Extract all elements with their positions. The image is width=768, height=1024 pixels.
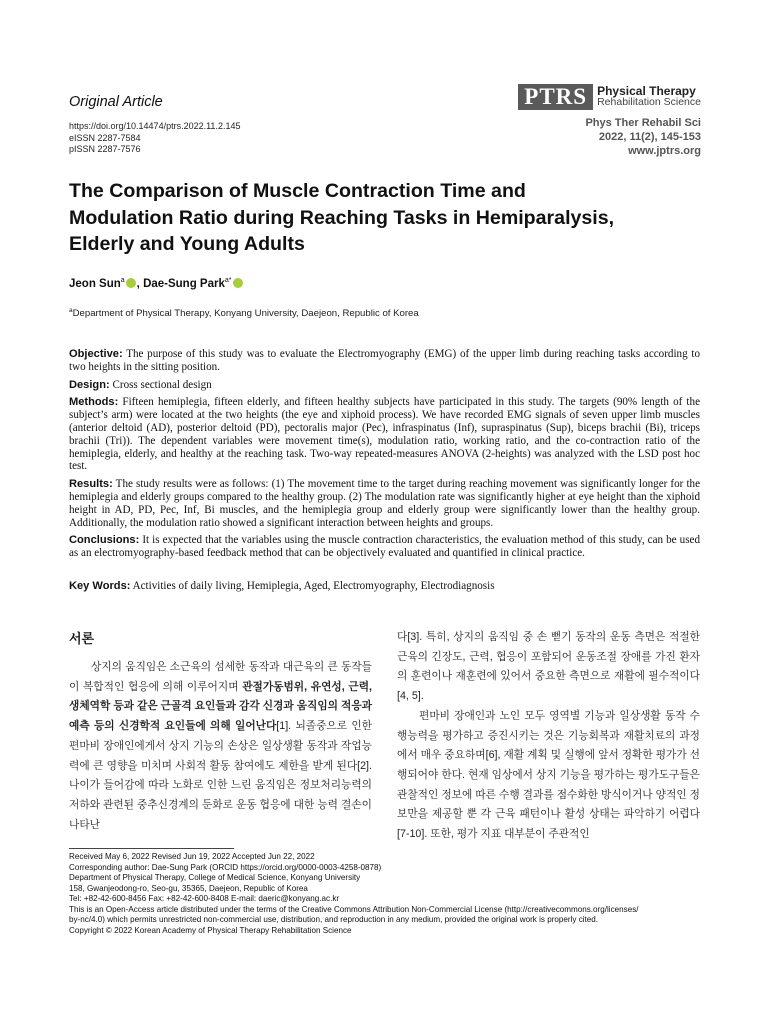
author-separator: , (136, 277, 144, 290)
body-paragraph: 편마비 장애인과 노인 모두 영역별 기능과 일상생활 동작 수행능력을 평가하고 증진시키는 것은 기능회복과 재활치료의 과정에서 매우 중요하며[6], 재활 계획 및 실행에 앞서 정확한 평가가 선행되어야 한다. 현재 임상에서 상지 기능을 평가하는 평가도구들은 관찰적인 정보에 따른 수행 결과를 점수화한 방식이거나 양적인 정보만을 제공할 뿐 각 근육 패턴이나 활성 상태는 파악하기 어렵다[7-10]. 또한, 평가 지표 대부분이 주관적인 (397, 709, 700, 841)
page-header (69, 84, 701, 160)
doi-link[interactable]: https://doi.org/10.14474/ptrs.2022.11.2.145 (69, 121, 241, 131)
logo-subtitle: Rehabilitation Science (597, 96, 701, 108)
author-address: 158, Gwanjeodong-ro, Seo-gu, 35365, Daejeon, Republic of Korea (69, 883, 308, 893)
body-text: 상지의 움직임은 소근육의 섬세한 동작과 대근육의 큰 동작들이 복합적인 협응에 의해 이루어지며 (69, 661, 372, 693)
eissn: eISSN 2287-7584 (69, 132, 141, 143)
affiliation (69, 307, 419, 319)
abstract-objective (69, 348, 700, 374)
author-list (69, 277, 244, 290)
title-line: Modulation Ratio during Reaching Tasks in Hemiparalysis, (69, 206, 615, 229)
abstract-results (69, 478, 700, 529)
design-text: Cross sectional design (112, 378, 212, 391)
logo-name: Physical Therapy (597, 83, 696, 98)
article-title (69, 178, 709, 258)
journal-logo (518, 84, 701, 110)
abstract-design (69, 379, 700, 392)
journal-website[interactable]: www.jptrs.org (628, 145, 701, 157)
journal-abbrev: Phys Ther Rehabil Sci (585, 117, 701, 129)
body-text-highlight: 관절가동범위, 유연성, 근력, 생체역학 등과 같은 근골격 요인들과 감각 신경과 움직임의 적응과 예측 등의 신경학적 요인들에 의해 일어난다 (69, 680, 372, 733)
abstract (69, 348, 700, 560)
body-column-right (397, 628, 700, 845)
copyright: Copyright © 2022 Korean Academy of Physical Therapy Rehabilitation Science (69, 925, 352, 935)
footnote-block (69, 852, 709, 936)
title-line: The Comparison of Muscle Contraction Time and (69, 180, 526, 202)
objective-text: The purpose of this study was to evaluate the Electromyography (EMG) of the upper limb during reaching tasks according to two heights in the sitting position. (69, 348, 700, 373)
orcid-icon[interactable] (126, 278, 136, 288)
title-line: Elderly and Young Adults (69, 233, 305, 255)
logo-text (597, 83, 701, 109)
affiliation-mark: a (69, 307, 73, 314)
conclusions-label: Conclusions: (69, 534, 140, 547)
corresponding-author: Corresponding author: Dae-Sung Park (ORCID https://orcid.org/0000-0003-4258-0878) (69, 862, 382, 872)
journal-info (585, 116, 701, 158)
affiliation-text: Department of Physical Therapy, Konyang University, Daejeon, Republic of Korea (72, 308, 419, 320)
conclusions-text: It is expected that the variables using the muscle contraction characteristics, the evaluation method of this study, can be used as an electromyography-based feedback method that can be objectively evaluated and quantified in clinical practice. (69, 534, 700, 560)
abstract-methods (69, 396, 700, 473)
article-type: Original Article (69, 94, 163, 110)
author-name: Dae-Sung Park (143, 277, 225, 290)
abstract-conclusions (69, 534, 700, 560)
license-text: This is an Open-Access article distributed under the terms of the Creative Commons Attribution Non-Commercial License (http://creativecommons.org/licenses/ (69, 904, 639, 914)
body-text: [1]. 뇌졸중으로 인한 편마비 장애인에게서 상지 기능의 손상은 일상생활 동작과 작업능력에 큰 영향을 미치며 사회적 활동 참여에도 제한을 받게 된다[2]. 나이가 들어감에 따라 노화로 인한 느린 움직임은 정보처리능력의 저하와 관련된 중추신경계의 둔화로 운동 협응에 대한 능력 결손이 나타난 (69, 720, 372, 831)
methods-text: Fifteen hemiplegia, fifteen elderly, and fifteen healthy subjects have participated in this study. The targets (90% length of the subject’s arm) were located at the two heights (the eye and xiphoid process). We have recorded EMG signals of seven upper limb muscles (anterior deltoid (AD), posterior deltoid (PD), pectoralis major (Pec), infraspinatus (Inf), supraspinatus (Sup), biceps brachii (Bi), triceps brachii (Tri)). The dependent variables were movement time(s), modulation ratio, working ratio, and the co-contraction ratio of the hemiplegia, elderly, and healthy at the reaching task. Two-way repeated-measures ANOVA (2-heights) was analyzed with the LSD post hoc test. (69, 396, 700, 473)
body-paragraph (69, 658, 372, 835)
author-mark: a* (224, 277, 232, 284)
methods-label: Methods: (69, 396, 119, 409)
keywords-label: Key Words: (69, 580, 131, 592)
footer-divider (69, 848, 234, 849)
license-text: by-nc/4.0) which permits unrestricted non-commercial use, distribution, and reproduction in any medium, provided the original work is properly cited. (69, 915, 599, 924)
orcid-icon[interactable] (233, 278, 243, 288)
keywords-text: Activities of daily living, Hemiplegia, Aged, Electromyography, Electrodiagnosis (132, 580, 495, 592)
objective-label: Objective: (69, 348, 123, 360)
section-heading: 서론 (69, 631, 95, 646)
results-text: The study results were as follows: (1) The movement time to the target during reaching movement was significantly longer for the hemiplegia and elderly groups compared to the healthy group. (2) The modulation rate was significantly higher at eye height than the xiphoid height in AD, PD, Pec, Inf, Bi muscles, and the hemiplegia group and elderly group were significantly lower than the healthy group. Additionally, the modulation ratio showed a significant interaction between heights and groups. (69, 478, 700, 529)
article-dates: Received May 6, 2022 Revised Jun 19, 2022 Accepted Jun 22, 2022 (69, 852, 315, 861)
keywords (69, 580, 700, 592)
body-column-left (69, 658, 372, 835)
author-contact: Tel: +82-42-600-8456 Fax: +82-42-600-8408 E-mail: daeric@konyang.ac.kr (69, 894, 340, 903)
author-name: Jeon Sun (69, 277, 121, 290)
author-department: Department of Physical Therapy, College of Medical Science, Konyang University (69, 873, 361, 882)
author-mark: a (120, 277, 125, 284)
identifiers (69, 121, 240, 156)
results-label: Results: (69, 478, 113, 491)
logo-mark: PTRS (518, 84, 593, 110)
pissn: pISSN 2287-7576 (69, 144, 141, 155)
body-paragraph: 다[3]. 특히, 상지의 움직임 중 손 뻗기 동작의 운동 측면은 적절한 근육의 긴장도, 근력, 협응이 포함되어 운동조절 장애를 가진 환자의 훈련이나 재훈련에 있어서 중요한 측면으로 재활에 필수적이다[4, 5]. (397, 631, 700, 703)
design-label: Design: (69, 378, 110, 391)
journal-volume: 2022, 11(2), 145-153 (598, 131, 701, 143)
